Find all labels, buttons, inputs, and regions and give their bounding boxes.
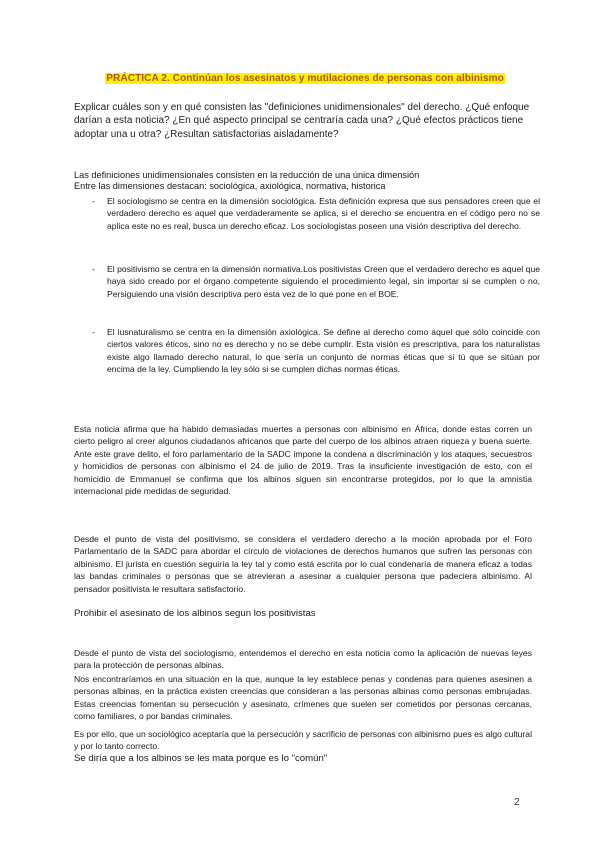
bullet-marker: - — [92, 327, 95, 337]
list-item-positivism — [74, 263, 540, 300]
title-highlight: PRÁCTICA 2. Continúan los asesinatos y mutilaciones de personas con albinismo — [106, 73, 504, 84]
bullet-marker: - — [92, 264, 95, 274]
bullet-marker: - — [92, 196, 95, 206]
intro-line-2: Entre las dimensiones destacan: sociológica, axiológica, normativa, historica — [74, 181, 386, 192]
assignment-question: Explicar cuáles son y en qué consisten las "definiciones unidimensionales" del derecho. ¿Qué enfoque darían a esta noticia? ¿En qué aspecto principal se centraría cada una? ¿Qué efectos prácticos tiene adoptar una u otra? ¿Resultan satisfactorias aisladamente? — [74, 102, 530, 140]
intro-line-1: Las definiciones unidimensionales consisten en la reducción de una única dimensión — [74, 170, 420, 180]
positivism-paragraph: Desde el punto de vista del positivismo, se considera el verdadero derecho a la moción aprobada por el Foro Parlamentario de la SADC para abordar el círculo de violaciones de derechos humanos que sufren las personas con albinismo. El jurista en cuestión seguiría la ley tal y como está escrita por lo cual condenaría de manera eficaz a todas las bandas criminales o personas que se atrevieran a asesinar a cualquier persona que padeciera albinismo. Al pensador positivista le resultara satisfactorio. — [74, 534, 532, 594]
list-item-text: El positivismo se centra en la dimensión normativa.Los positivistas Creen que el verdadero derecho es aquel que haya sido creado por el órgano competente siguiendo el procedimiento legal, sin importar si se cumplen o no, Persiguiendo una visión descriptiva pero esta vez de lo que pone en el BOE. — [107, 264, 540, 299]
sociologism-paragraph-3: Es por ello, que un sociológico aceptaría que la persecución y sacrificio de personas con albinismo pues es algo cultural y por lo tanto correcto. — [74, 729, 532, 752]
page-number: 2 — [514, 797, 520, 808]
sociologism-summary: Se diría que a los albinos se les mata porque es lo "común" — [74, 753, 328, 764]
list-item-iusnaturalism — [74, 326, 540, 376]
sociologism-paragraph-1: Desde el punto de vista del sociologismo, entendemos el derecho en esta noticia como la aplicación de nuevas leyes para la protección de personas albinas. — [74, 648, 532, 671]
list-item-sociologism — [74, 195, 540, 232]
intro-block — [74, 170, 534, 192]
page-title — [85, 72, 525, 85]
sociologism-paragraph-2: Nos encontraríamos en una situación en la que, aunque la ley establece penas y condenas para quienes asesinen a personas albinas, en la práctica existen creencias que consideran a las personas albinas como personas embrujadas. Estas creencias fomentan su persecución y asesinato, crímenes que suelen ser cometidos por personas cercanas, como familiares, o por bandas criminales. — [74, 674, 532, 722]
list-item-text: El iusnaturalismo se centra en la dimensión axiológica. Se define al derecho como aquel que sólo coincide con ciertos valores éticos, sino no es derecho y no se debe cumplir. Esta visión es prescriptiva, para los naturalistas existe algo llamado derecho natural, lo que sería un conjunto de normas éticas que si tú que se sitúan por encima de la ley. Cumpliendo la ley sólo si se cumplen dichas normas éticas. — [107, 327, 540, 375]
news-paragraph: Esta noticia afirma que ha habido demasiadas muertes a personas con albinismo en África, donde estas corren un cierto peligro al creer algunos ciudadanos africanos que parte del cuerpo de los albinos atraen riqueza y buena suerte. Ante este grave delito, el foro parlamentario de la SADC impone la condena a discriminación y los ataques, secuestros y homicidios de personas con albinismo el 24 de julio de 2019. Tras la insuficiente investigación de esto, con el homicidio de Emmanuel se confirma que los albinos siguen sin encontrarse protegidos, por lo que la amnistia internacional pide medidas de seguridad. — [74, 424, 532, 497]
positivism-summary: Prohibir el asesinato de los albinos segun los positivistas — [74, 608, 316, 619]
list-item-text: El sociologismo se centra en la dimensión sociológica. Esta definición expresa que sus pensadores creen que el verdadero derecho es aquel que verdaderamente se aplica, si el derecho se encuentra en el código pero no se aplica este no es real, busca un derecho eficaz. Los sociologistas poseen una visión descriptiva del derecho. — [107, 196, 540, 231]
